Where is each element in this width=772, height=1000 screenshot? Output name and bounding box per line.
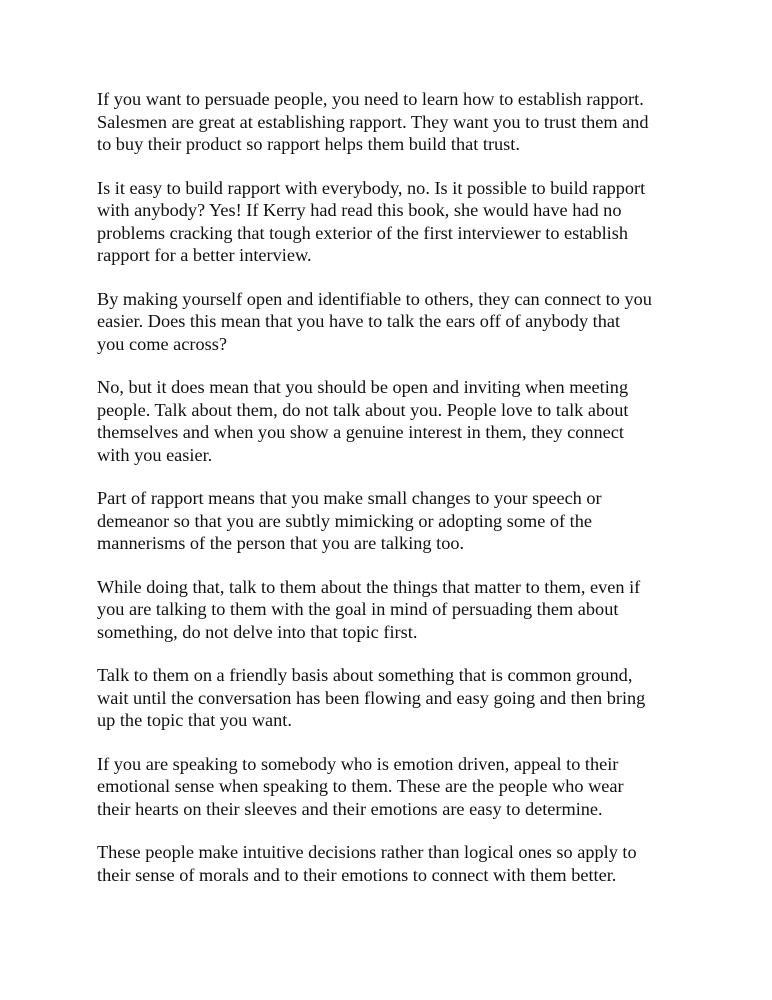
text-line: rapport for a better interview. <box>97 245 312 265</box>
paragraph <box>97 753 682 821</box>
text-line: Is it easy to build rapport with everybody, no. Is it possible to build rapport <box>97 177 646 198</box>
paragraph <box>97 376 682 466</box>
paragraph <box>97 487 682 555</box>
text-line: emotional sense when speaking to them. These are the people who wear <box>97 776 624 796</box>
text-line: By making yourself open and identifiable to others, they can connect to you <box>97 288 652 309</box>
text-line: their sense of morals and to their emotions to connect with them better. <box>97 864 617 885</box>
text-line: you come across? <box>97 333 227 354</box>
paragraph <box>97 177 682 267</box>
text-line: Talk to them on a friendly basis about something that is common ground, <box>97 665 633 685</box>
text-line: Part of rapport means that you make small changes to your speech or <box>97 488 602 508</box>
text-line: Salesmen are great at establishing rapport. They want you to trust them and <box>97 111 649 132</box>
text-line: If you are speaking to somebody who is emotion driven, appeal to their <box>97 753 619 774</box>
text-line: with you easier. <box>97 444 213 465</box>
paragraph <box>97 576 682 644</box>
text-line: If you want to persuade people, you need to learn how to establish rapport. <box>97 89 644 109</box>
document-body <box>97 88 682 886</box>
text-line: wait until the conversation has been flowing and easy going and then bring <box>97 687 646 708</box>
text-line: to buy their product so rapport helps them build that trust. <box>97 134 520 154</box>
text-line: people. Talk about them, do not talk about you. People love to talk about <box>97 399 629 420</box>
text-line: easier. Does this mean that you have to talk the ears off of anybody that <box>97 311 621 331</box>
paragraph <box>97 664 682 732</box>
text-line: problems cracking that tough exterior of the first interviewer to establish <box>97 222 629 243</box>
paragraph <box>97 841 682 886</box>
text-line: While doing that, talk to them about the things that matter to them, even if <box>97 576 641 597</box>
text-line: their hearts on their sleeves and their emotions are easy to determine. <box>97 798 603 819</box>
paragraph <box>97 88 682 156</box>
paragraph <box>97 288 682 356</box>
text-line: you are talking to them with the goal in mind of persuading them about <box>97 599 619 619</box>
text-line: demeanor so that you are subtly mimicking or adopting some of the <box>97 510 593 531</box>
text-line: These people make intuitive decisions rather than logical ones so apply to <box>97 842 637 862</box>
text-line: something, do not delve into that topic first. <box>97 621 418 642</box>
text-line: No, but it does mean that you should be open and inviting when meeting <box>97 377 629 397</box>
text-line: up the topic that you want. <box>97 710 292 730</box>
text-line: mannerisms of the person that you are talking too. <box>97 533 465 553</box>
text-line: with anybody? Yes! If Kerry had read this book, she would have had no <box>97 200 622 220</box>
text-line: themselves and when you show a genuine interest in them, they connect <box>97 422 624 442</box>
